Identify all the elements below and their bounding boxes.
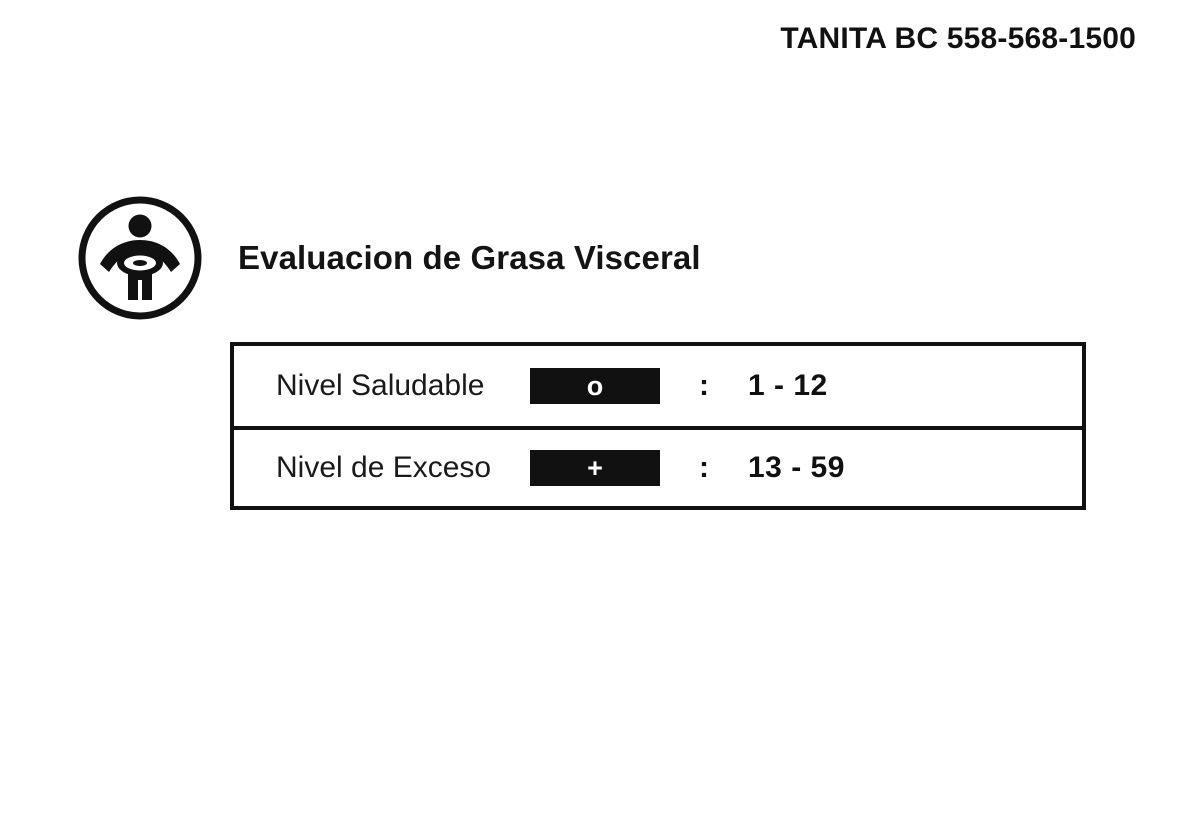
- legend-separator: :: [699, 451, 709, 484]
- visceral-fat-person-icon: [78, 196, 202, 320]
- legend-label: Nivel Saludable: [276, 369, 485, 402]
- visceral-fat-legend-table: [230, 342, 1086, 510]
- legend-range: 1 - 12: [748, 369, 828, 402]
- legend-range: 13 - 59: [748, 451, 845, 484]
- table-row: [234, 346, 1082, 426]
- model-number: TANITA BC 558-568-1500: [780, 22, 1136, 55]
- legend-symbol-chip: o: [530, 368, 660, 404]
- table-row: [234, 426, 1082, 506]
- legend-separator: :: [699, 369, 709, 402]
- legend-label: Nivel de Exceso: [276, 451, 492, 484]
- section-header: [78, 196, 701, 320]
- legend-symbol-chip: +: [530, 450, 660, 486]
- page-title: Evaluacion de Grasa Visceral: [238, 239, 701, 276]
